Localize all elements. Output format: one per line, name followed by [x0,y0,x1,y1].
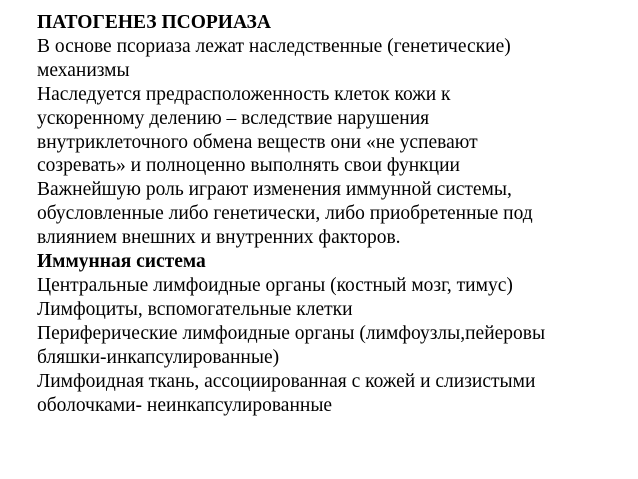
text-line: обусловленные либо генетически, либо приобретенные под [37,203,533,225]
slide-text-block [37,11,632,417]
text-line: Лимфоциты, вспомогательные клетки [37,298,353,320]
text-line: бляшки-инкапсулированные) [37,346,280,368]
slide-title: ПАТОГЕНЕЗ ПСОРИАЗА [37,12,271,33]
text-line: В основе псориаза лежат наследственные (генетические) [37,35,511,57]
text-line: оболочками- неинкапсулированные [37,394,333,416]
text-line: Центральные лимфоидные органы (костный мозг, тимус) [37,274,513,296]
text-line: Лимфоидная ткань, ассоциированная с кожей и слизистыми [37,370,536,392]
text-line: внутриклеточного обмена веществ они «не успевают [37,131,478,153]
text-line: Важнейшую роль играют изменения иммунной системы, [37,179,512,201]
text-line: влиянием внешних и внутренних факторов. [37,227,401,249]
text-line: Периферические лимфоидные органы (лимфоузлы,пейеровы [37,322,546,344]
text-line: созревать» и полноценно выполнять свои функции [37,155,460,177]
text-line: ускоренному делению – вследствие нарушения [37,107,430,129]
section-heading: Иммунная система [37,251,206,273]
text-line: механизмы [37,59,130,81]
text-line: Наследуется предрасположенность клеток кожи к [37,83,451,105]
